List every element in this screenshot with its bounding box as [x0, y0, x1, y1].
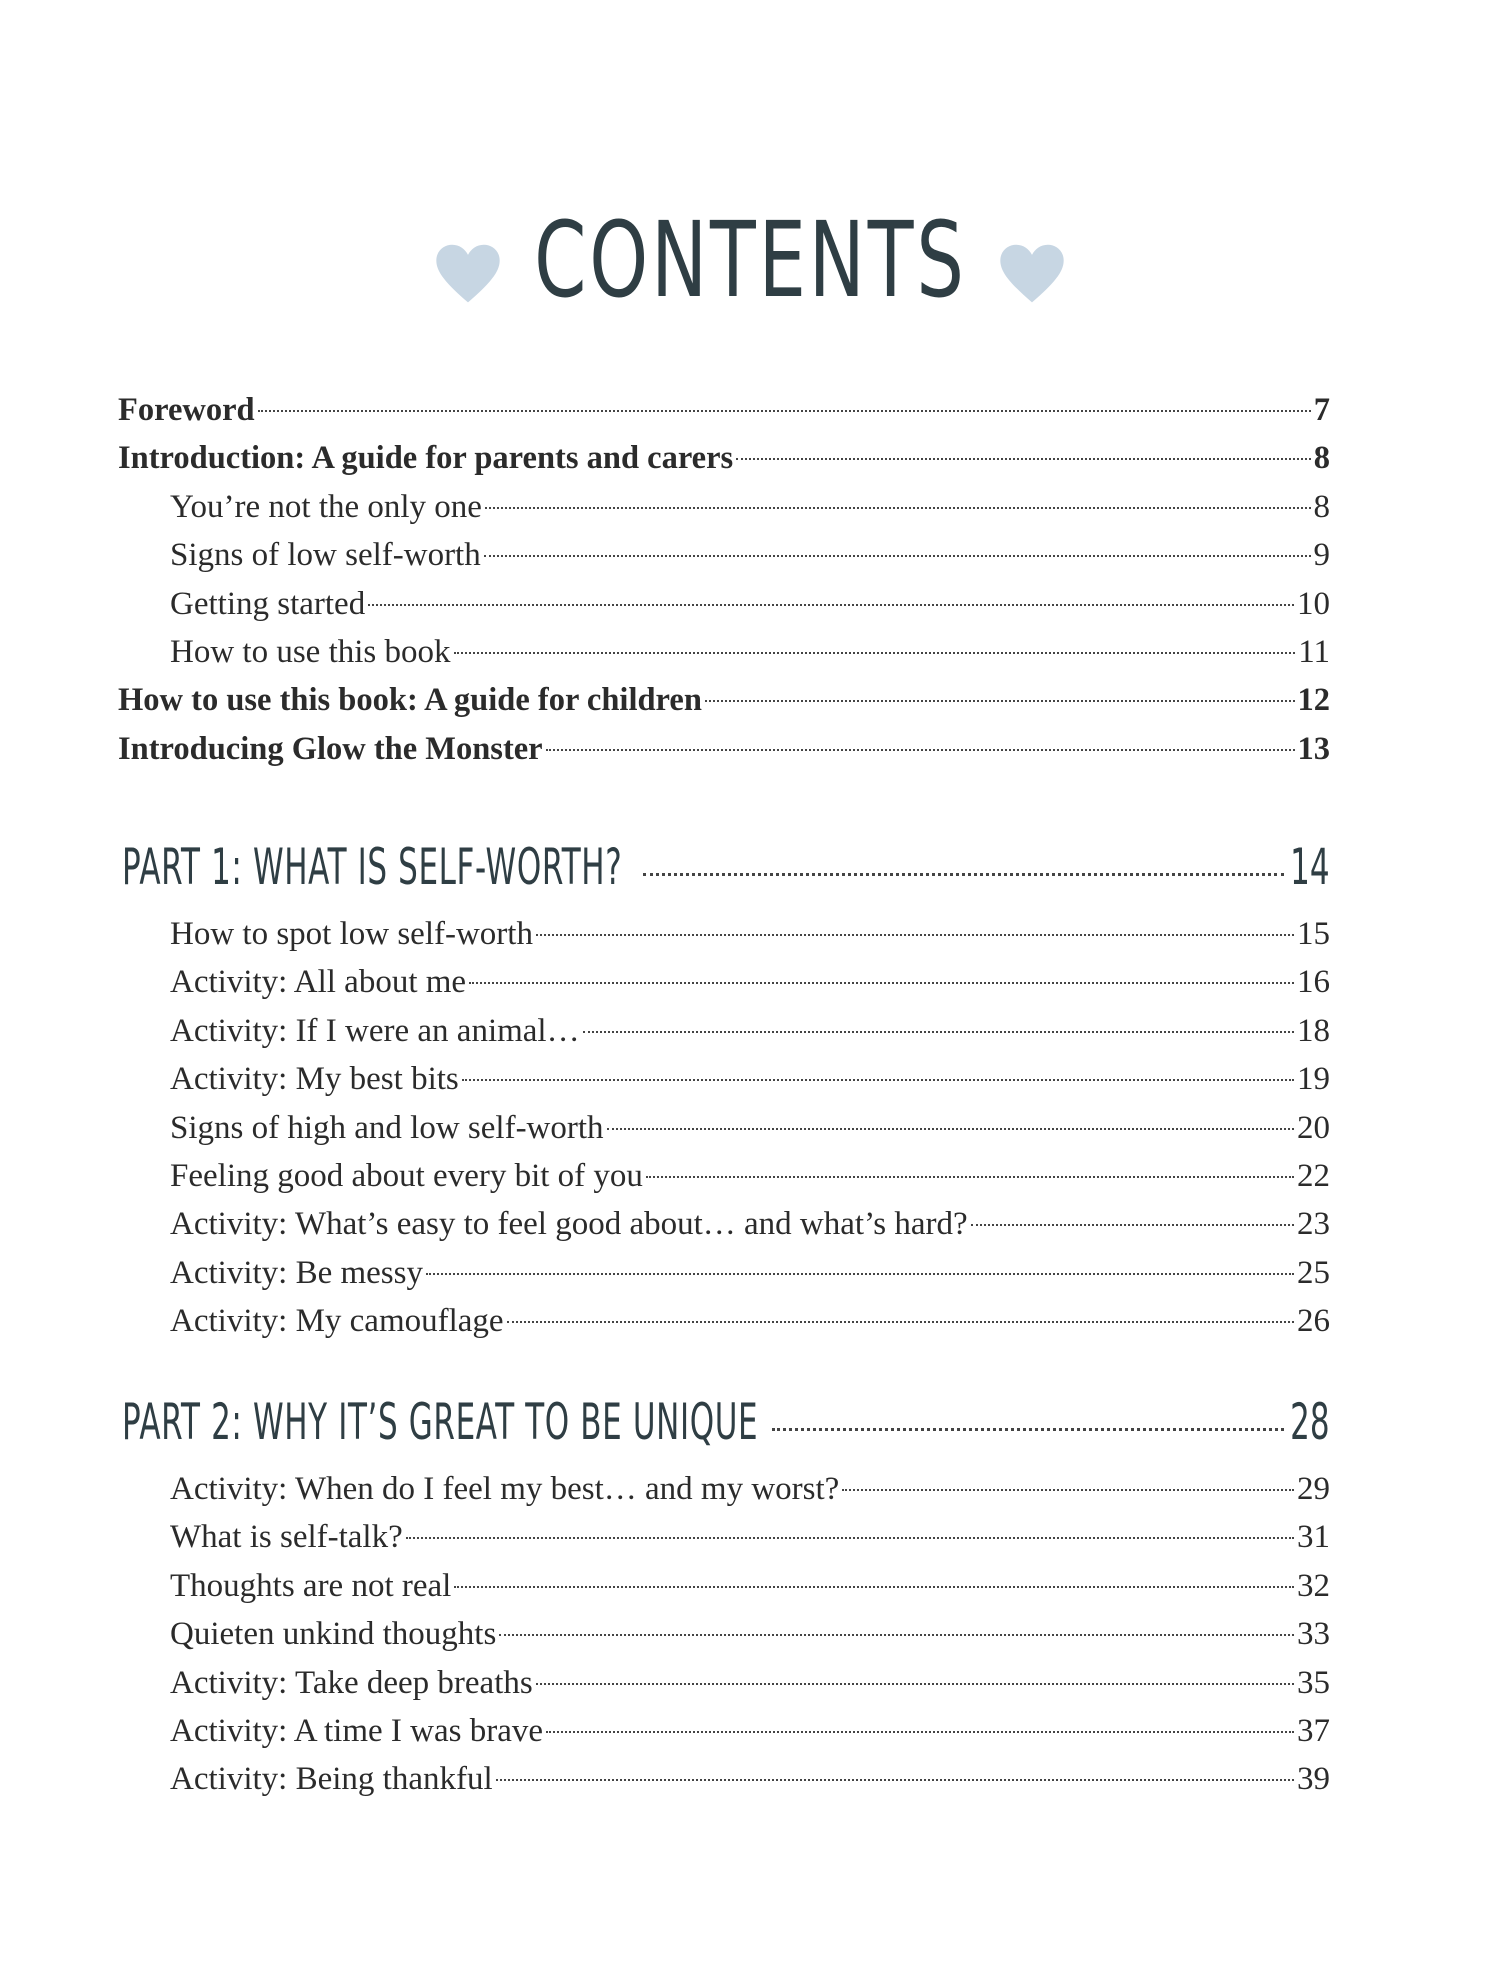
toc-entry[interactable] [118, 386, 1330, 434]
part-heading[interactable] [122, 1393, 1330, 1451]
dot-leader [469, 982, 1294, 984]
toc-entry[interactable] [118, 580, 1330, 628]
entry-title: Activity: Being thankful [170, 1761, 493, 1798]
page-number: 35 [1297, 1664, 1330, 1701]
page-number: 32 [1297, 1567, 1330, 1604]
dot-leader [646, 1176, 1294, 1178]
title-block [0, 190, 1500, 330]
entry-title: Activity: What’s easy to feel good about… and what’s hard? [170, 1206, 968, 1243]
dot-leader [462, 1079, 1294, 1081]
part-1-list [118, 910, 1330, 1346]
dot-leader [705, 700, 1295, 702]
dot-leader [485, 507, 1311, 509]
page-number: 12 [1297, 682, 1330, 719]
part-title: PART 2: WHY IT’S GREAT TO BE UNIQUE [122, 1393, 759, 1451]
toc-entry[interactable] [118, 628, 1330, 676]
page-title: CONTENTS [533, 199, 967, 321]
toc-entry[interactable] [118, 1152, 1330, 1200]
entry-title: Activity: Be messy [170, 1254, 423, 1291]
page-number: 33 [1297, 1616, 1330, 1653]
page-number: 15 [1297, 916, 1330, 952]
entry-title: Activity: If I were an animal… [170, 1012, 580, 1049]
front-matter-list [118, 386, 1330, 773]
toc-entry[interactable] [118, 1513, 1330, 1561]
part-title: PART 1: WHAT IS SELF-WORTH? [122, 838, 623, 896]
page-number: 39 [1297, 1761, 1330, 1798]
entry-title: Foreword [118, 392, 255, 428]
entry-title: You’re not the only one [170, 488, 482, 525]
toc-entry[interactable] [118, 483, 1330, 531]
entry-title: Activity: A time I was brave [170, 1712, 544, 1749]
dot-leader [499, 1634, 1294, 1636]
dot-leader [536, 1683, 1294, 1685]
entry-title: Quieten unkind thoughts [170, 1616, 497, 1653]
page-number: 9 [1313, 537, 1330, 574]
entry-title: Activity: All about me [170, 964, 467, 1001]
entry-title: How to use this book: A guide for children [118, 682, 702, 719]
page-number: 20 [1297, 1109, 1330, 1146]
page-number: 19 [1297, 1061, 1330, 1098]
toc-entry[interactable] [118, 1297, 1330, 1345]
toc-entry[interactable] [118, 1562, 1330, 1610]
page-number: 31 [1297, 1519, 1330, 1556]
page-number: 14 [1290, 838, 1330, 896]
page-number: 13 [1297, 730, 1330, 767]
toc-entry[interactable] [118, 910, 1330, 958]
entry-title: Signs of high and low self-worth [170, 1109, 604, 1146]
toc-entry[interactable] [118, 1755, 1330, 1803]
page-number: 25 [1297, 1254, 1330, 1291]
dot-leader [842, 1489, 1294, 1491]
dot-leader [368, 604, 1294, 606]
dot-leader [536, 934, 1294, 936]
dot-leader [643, 873, 1284, 876]
page-number: 7 [1313, 392, 1330, 428]
toc-entry[interactable] [118, 434, 1330, 482]
toc-entry[interactable] [118, 1465, 1330, 1513]
dot-leader [426, 1273, 1294, 1275]
dot-leader [496, 1779, 1294, 1781]
heart-icon [996, 239, 1068, 311]
entry-title: Signs of low self-worth [170, 537, 481, 574]
toc-entry[interactable] [118, 1055, 1330, 1103]
toc-entry[interactable] [118, 1610, 1330, 1658]
page-number: 18 [1297, 1012, 1330, 1049]
toc-entry[interactable] [118, 676, 1330, 724]
toc-entry[interactable] [118, 1007, 1330, 1055]
dot-leader [507, 1321, 1294, 1323]
entry-title: Getting started [170, 585, 366, 622]
dot-leader [454, 652, 1296, 654]
entry-title: Activity: Take deep breaths [170, 1664, 533, 1701]
entry-title: Introducing Glow the Monster [118, 730, 543, 767]
toc-entry[interactable] [118, 1249, 1330, 1297]
entry-title: Activity: My camouflage [170, 1303, 504, 1340]
page-number: 28 [1290, 1393, 1330, 1451]
part-heading[interactable] [122, 838, 1330, 896]
page-number: 22 [1297, 1157, 1330, 1194]
entry-title: Thoughts are not real [170, 1567, 452, 1604]
entry-title: How to use this book [170, 633, 451, 670]
page-number: 29 [1297, 1471, 1330, 1507]
heart-icon [432, 239, 504, 311]
dot-leader [258, 410, 1311, 412]
toc-entry[interactable] [118, 1707, 1330, 1755]
dot-leader [971, 1224, 1294, 1226]
toc-entry[interactable] [118, 1659, 1330, 1707]
page-number: 8 [1313, 440, 1330, 477]
page-number: 10 [1297, 585, 1330, 622]
part-2-list [118, 1465, 1330, 1804]
dot-leader [484, 555, 1311, 557]
entry-title: Introduction: A guide for parents and carers [118, 440, 734, 477]
toc-entry[interactable] [118, 531, 1330, 579]
entry-title: Activity: When do I feel my best… and my worst? [170, 1471, 840, 1507]
dot-leader [546, 749, 1295, 751]
dot-leader [583, 1031, 1294, 1033]
dot-leader [772, 1428, 1284, 1431]
page-number: 8 [1313, 488, 1330, 525]
entry-title: Activity: My best bits [170, 1061, 459, 1098]
dot-leader [546, 1731, 1294, 1733]
entry-title: How to spot low self-worth [170, 916, 533, 952]
entry-title: What is self-talk? [170, 1519, 403, 1556]
dot-leader [406, 1537, 1294, 1539]
page-number: 11 [1298, 633, 1330, 670]
page-number: 26 [1297, 1303, 1330, 1340]
entry-title: Feeling good about every bit of you [170, 1157, 643, 1194]
toc-entry[interactable] [118, 958, 1330, 1006]
page-number: 37 [1297, 1712, 1330, 1749]
toc-entry[interactable] [118, 725, 1330, 773]
dot-leader [454, 1586, 1294, 1588]
toc-entry[interactable] [118, 1104, 1330, 1152]
dot-leader [736, 458, 1311, 460]
page-number: 23 [1297, 1206, 1330, 1243]
page-number: 16 [1297, 964, 1330, 1001]
toc-entry[interactable] [118, 1200, 1330, 1248]
dot-leader [607, 1128, 1294, 1130]
